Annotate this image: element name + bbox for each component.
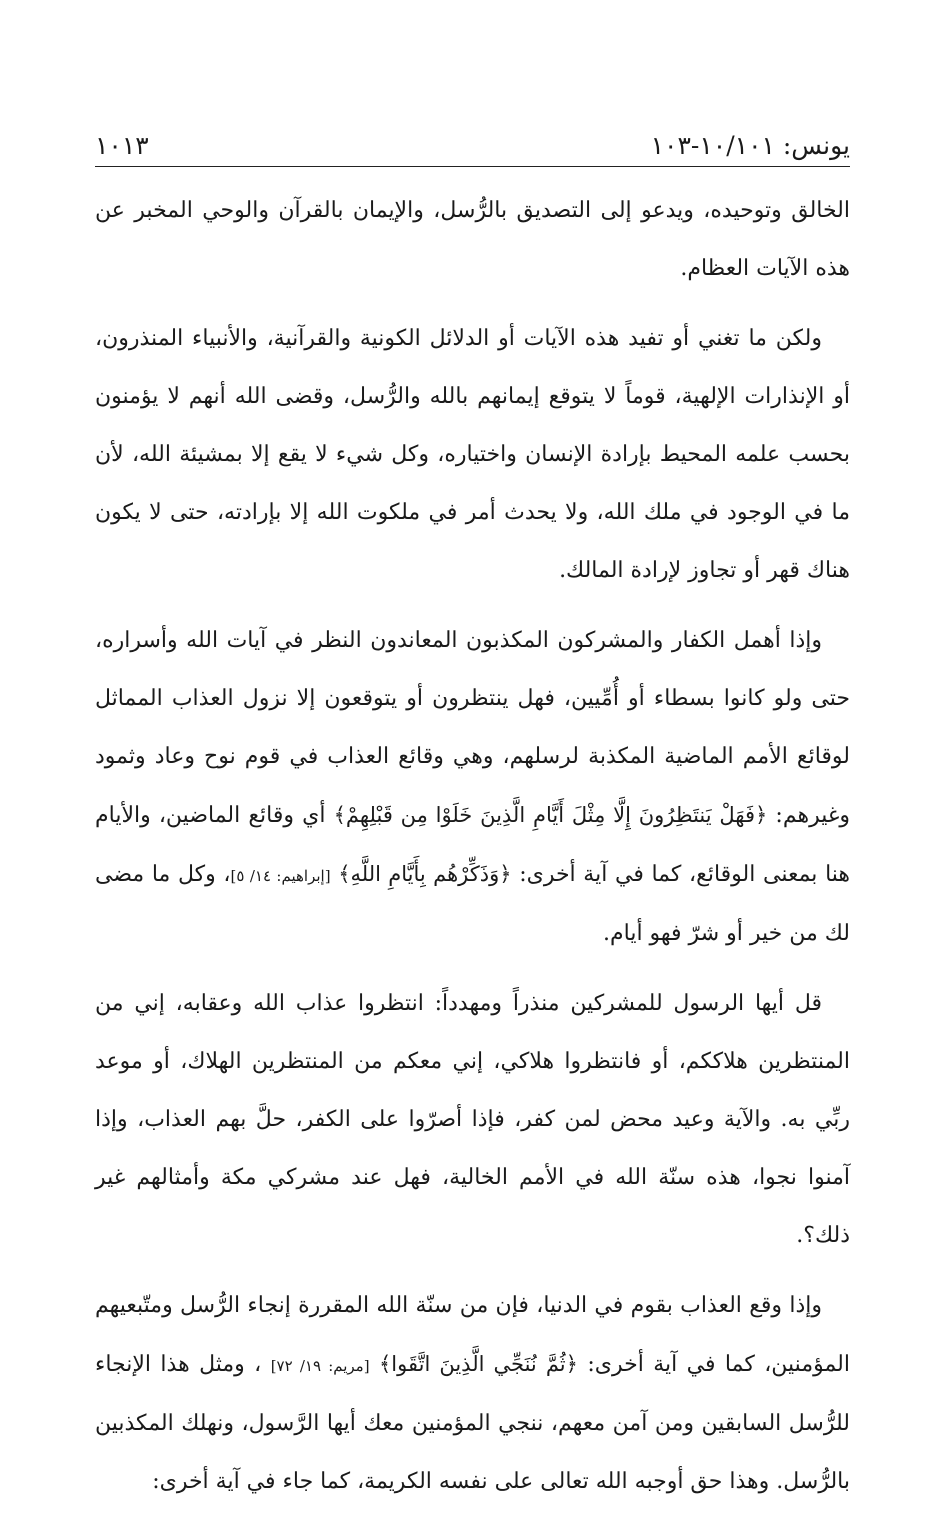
page-body [95,182,850,1523]
paragraph-text: وإذا أهمل الكفار والمشركون المكذبون المعاندون النظر في آيات الله وأسراره، حتى ولو كانوا بسطاء أو أُمِّيين، فهل ينتظرون أو يتوقعون إلا نزول العذاب المماثل لوقائع الأمم الماضية المكذبة لرسلهم، وهي وقائع العذاب في قوم نوح وعاد وثمود وغيرهم: [95,628,850,828]
verse-citation: [إبراهيم: ١٤/ ٥] [230,867,331,885]
surah-verse-reference: يونس: ١٠/١٠١-١٠٣ [650,131,850,160]
paragraph-4: قل أيها الرسول للمشركين منذراً ومهدداً: انتظروا عذاب الله وعقابه، إني من المنتظرين هلاككم، أو فانتظروا هلاكي، إني معكم من المنتظرين الهلاك، أو موعد ربِّي به. والآية وعيد محض لمن كفر، فإذا أصرّوا على الكفر، حلَّ بهم العذاب، وإذا آمنوا نجوا، هذه سنّة الله في الأمم الخالية، فهل عند مشركي مكة وأمثالهم غير ذلك؟. [95,991,850,1248]
paragraph-3 [95,612,850,963]
quran-quote: ﴿ثُمَّ نُنَجِّي الَّذِينَ اتَّقَوا﴾ [378,1352,578,1376]
paragraph-text: وإذا وقع العذاب بقوم في الدنيا، فإن من سنّة الله المقررة إنجاء الرُّسل ومتّبعيهم المؤمنين، كما في آية أخرى: [95,1293,850,1377]
page-header [95,128,850,168]
paragraph-5 [95,1277,850,1511]
page-number: ١٠١٣ [95,131,149,160]
paragraph-1: الخالق وتوحيده، ويدعو إلى التصديق بالرُّسل، والإيمان بالقرآن والوحي المخبر عن هذه الآيات العظام. [95,198,850,281]
verse-citation: [مريم: ١٩/ ٧٢] [270,1357,370,1375]
paragraph-text: ، ومثل هذا الإنجاء للرُّسل السابقين ومن آمن معهم، ننجي المؤمنين معك أيها الرَّسول، ونهلك المكذبين بالرُّسل. وهذا حق أوجبه الله تعالى على نفسه الكريمة، كما جاء في آية أخرى: [95,1352,850,1494]
paragraph-text: ، وكل ما مضى لك من خير أو شرّ فهو أيام. [95,862,850,946]
header-divider [95,166,850,167]
paragraph-text: أي وقائع الماضين، والأيام هنا بمعنى الوقائع، كما في آية أخرى: [95,803,851,887]
quran-quote: ﴿وَذَكِّرْهُم بِأَيَّامِ اللَّهِ﴾ [338,862,512,886]
quran-quote: ﴿فَهَلْ يَنتَظِرُونَ إِلَّا مِثْلَ أَيَّامِ الَّذِينَ خَلَوْا مِن قَبْلِهِمْ﴾ [333,803,768,827]
paragraph-2: ولكن ما تغني أو تفيد هذه الآيات أو الدلائل الكونية والقرآنية، والأنبياء المنذرون، أو الإنذارات الإلهية، قوماً لا يتوقع إيمانهم بالله والرُّسل، وقضى الله أنهم لا يؤمنون بحسب علمه المحيط بإرادة الإنسان واختياره، وكل شيء لا يقع إلا بمشيئة الله، لأن ما في الوجود في ملك الله، ولا يحدث أمر في ملكوت الله إلا بإرادته، حتى لا يكون هناك قهر أو تجاوز لإرادة المالك. [95,326,850,583]
